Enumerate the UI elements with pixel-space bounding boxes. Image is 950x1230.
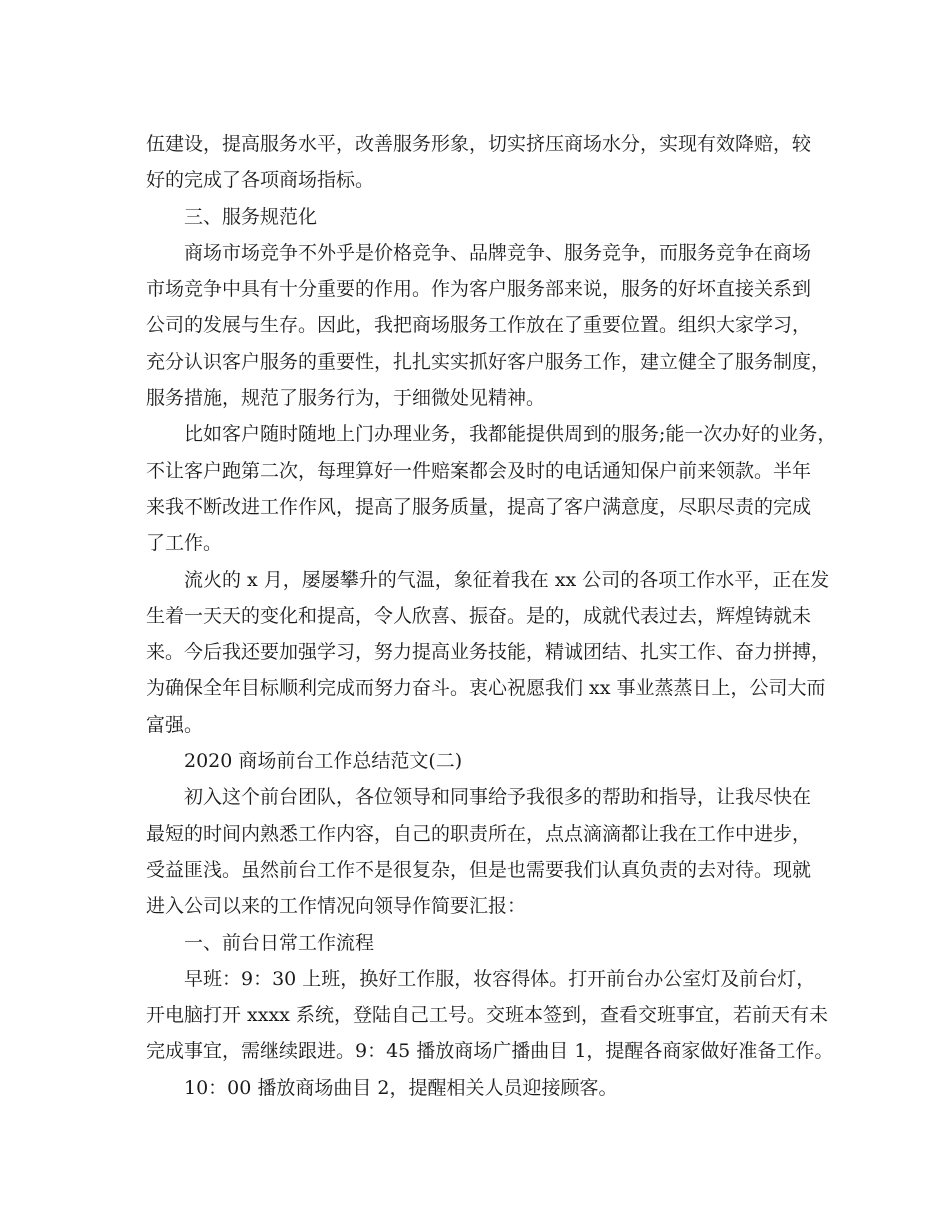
section-heading: 三、服务规范化 (184, 205, 318, 228)
text-line: 早班：9：30 上班，换好工作服，妆容得体。打开前台办公室灯及前台灯， (184, 967, 816, 990)
text-line: 10：00 播放商场曲目 2，提醒相关人员迎接顾客。 (184, 1076, 618, 1099)
text-line: 比如客户随时随地上门办理业务，我都能提供周到的服务;能一次办好的业务， (184, 423, 837, 446)
text-line: 商场市场竞争不外乎是价格竞争、品牌竞争、服务竞争，而服务竞争在商场 (184, 241, 812, 264)
text-line: 完成事宜，需继续跟进。9：45 播放商场广播曲目 1，提醒各商家做好准备工作。 (146, 1040, 834, 1063)
text-line: 了工作。 (146, 532, 223, 555)
text-line: 最短的时间内熟悉工作内容，自己的职责所在，点点滴滴都让我在工作中进步， (146, 822, 812, 845)
text-line: 富强。 (146, 713, 204, 736)
text-line: 受益匪浅。虽然前台工作不是很复杂，但是也需要我们认真负责的去对待。现就 (146, 858, 812, 881)
section-heading: 一、前台日常工作流程 (184, 931, 375, 954)
text-line: 初入这个前台团队，各位领导和同事给予我很多的帮助和指导，让我尽快在 (184, 786, 812, 809)
text-line: 不让客户跑第二次，每理算好一件赔案都会及时的电话通知保户前来领款。半年 (146, 459, 812, 482)
text-line: 开电脑打开 xxxx 系统，登陆自己工号。交班本签到，查看交班事宜，若前天有未 (146, 1004, 828, 1027)
text-line: 好的完成了各项商场指标。 (146, 169, 375, 192)
text-line: 充分认识客户服务的重要性，扎扎实实抓好客户服务工作，建立健全了服务制度， (146, 350, 831, 373)
text-line: 公司的发展与生存。因此，我把商场服务工作放在了重要位置。组织大家学习， (146, 314, 812, 337)
text-line: 伍建设，提高服务水平，改善服务形象，切实挤压商场水分，实现有效降赔，较 (146, 133, 812, 155)
text-line: 来我不断改进工作作风，提高了服务质量，提高了客户满意度，尽职尽责的完成 (146, 495, 812, 518)
text-line: 来。今后我还要加强学习，努力提高业务技能，精诚团结、扎实工作、奋力拼搏， (146, 641, 831, 664)
text-line: 生着一天天的变化和提高，令人欣喜、振奋。是的，成就代表过去，辉煌铸就未 (146, 604, 812, 627)
text-line: 市场竞争中具有十分重要的作用。作为客户服务部来说，服务的好坏直接关系到 (146, 278, 812, 301)
text-line: 为确保全年目标顺利完成而努力奋斗。衷心祝愿我们 xx 事业蒸蒸日上，公司大而 (146, 677, 826, 700)
document-body (146, 126, 837, 1106)
text-line: 服务措施，规范了服务行为，于细微处见精神。 (146, 387, 546, 410)
article-title: 2020 商场前台工作总结范文(二) (184, 750, 463, 773)
text-line: 进入公司以来的工作情况向领导作简要汇报： (146, 895, 527, 918)
text-line: 流火的 x 月，屡屡攀升的气温，象征着我在 xx 公司的各项工作水平，正在发 (184, 568, 830, 591)
